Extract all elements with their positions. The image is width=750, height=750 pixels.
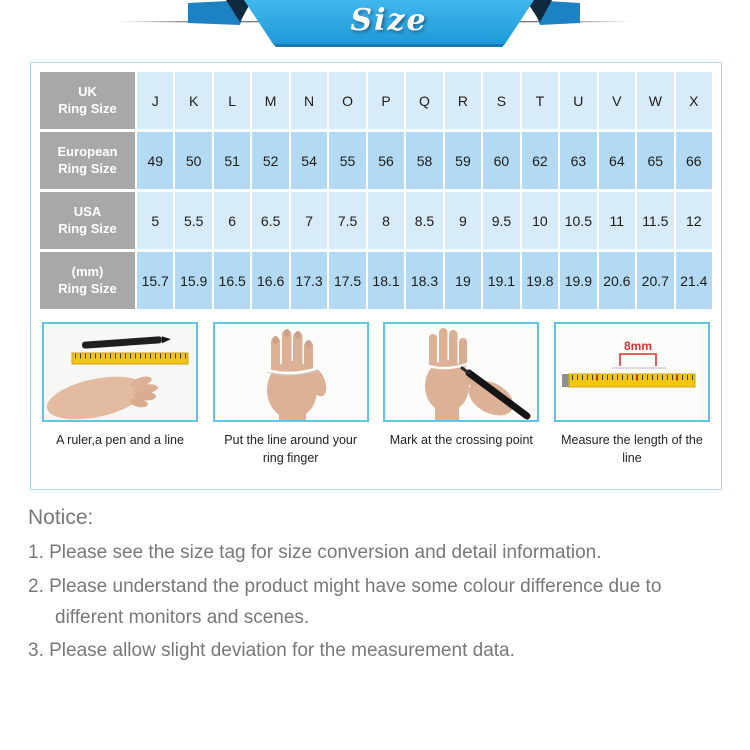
- table-cell: 60: [483, 132, 519, 189]
- table-cell: 9.5: [483, 192, 519, 249]
- table-cell: 18.1: [368, 252, 404, 309]
- banner-title: Size: [350, 3, 428, 38]
- table-header-cell: USA Ring Size: [40, 192, 135, 249]
- step-caption: Mark at the crossing point: [389, 433, 533, 447]
- size-chart-panel: [30, 62, 722, 490]
- table-cell: 8: [368, 192, 404, 249]
- hand-marking-illustration: [383, 322, 539, 422]
- table-cell: 58: [406, 132, 442, 189]
- table-cell: V: [599, 72, 635, 129]
- table-row: [40, 72, 712, 129]
- table-cell: 7: [291, 192, 327, 249]
- step-caption: A ruler,a pen and a line: [56, 433, 184, 447]
- table-cell: 66: [676, 132, 712, 189]
- step-2: [211, 322, 371, 467]
- table-cell: T: [522, 72, 558, 129]
- table-cell: 54: [291, 132, 327, 189]
- table-cell: R: [445, 72, 481, 129]
- table-cell: 64: [599, 132, 635, 189]
- table-cell: 59: [445, 132, 481, 189]
- table-cell: 17.5: [329, 252, 365, 309]
- table-cell: 10: [522, 192, 558, 249]
- table-cell: 62: [522, 132, 558, 189]
- table-header-cell: European Ring Size: [40, 132, 135, 189]
- table-cell: 51: [214, 132, 250, 189]
- table-cell: 12: [676, 192, 712, 249]
- table-cell: 6: [214, 192, 250, 249]
- table-cell: 49: [137, 132, 173, 189]
- ribbon-bottom-edge: [273, 44, 505, 47]
- table-cell: 15.7: [137, 252, 173, 309]
- table-cell: W: [637, 72, 673, 129]
- table-header-cell: UK Ring Size: [40, 72, 135, 129]
- ruler-icon: [72, 353, 188, 364]
- table-cell: S: [483, 72, 519, 129]
- banner: [0, 0, 750, 52]
- table-cell: 7.5: [329, 192, 365, 249]
- table-cell: 5.5: [175, 192, 211, 249]
- table-cell: 17.3: [291, 252, 327, 309]
- notice-item: 3. Please allow slight deviation for the measurement data.: [28, 640, 515, 662]
- table-cell: M: [252, 72, 288, 129]
- table-cell: 5: [137, 192, 173, 249]
- table-cell: 10.5: [560, 192, 596, 249]
- table-cell: 8.5: [406, 192, 442, 249]
- table-cell: 19.9: [560, 252, 596, 309]
- table-cell: L: [214, 72, 250, 129]
- table-cell: 16.6: [252, 252, 288, 309]
- hand-string-illustration: [213, 322, 369, 422]
- measuring-steps: [40, 322, 712, 467]
- notice-section: [28, 506, 730, 670]
- ruler-measure-illustration: [554, 322, 710, 422]
- table-cell: X: [676, 72, 712, 129]
- table-cell: 11.5: [637, 192, 673, 249]
- table-cell: 52: [252, 132, 288, 189]
- table-cell: U: [560, 72, 596, 129]
- table-cell: 65: [637, 132, 673, 189]
- table-cell: 55: [329, 132, 365, 189]
- table-row: [40, 192, 712, 249]
- table-cell: O: [329, 72, 365, 129]
- table-cell: K: [175, 72, 211, 129]
- table-cell: Q: [406, 72, 442, 129]
- step-caption: Put the line around your ring finger: [224, 433, 358, 466]
- notice-item: 1. Please see the size tag for size conversion and detail information.: [28, 542, 602, 563]
- table-cell: 18.3: [406, 252, 442, 309]
- table-cell: 9: [445, 192, 481, 249]
- table-row: [40, 132, 712, 189]
- step-3: [381, 322, 541, 467]
- table-cell: 50: [175, 132, 211, 189]
- hand-ruler-pen-illustration: [42, 322, 198, 422]
- step-1: [40, 322, 200, 467]
- table-cell: 63: [560, 132, 596, 189]
- step-caption: Measure the length of the line: [561, 433, 703, 466]
- table-cell: 20.6: [599, 252, 635, 309]
- measure-annotation: 8mm: [623, 339, 652, 353]
- table-cell: 6.5: [252, 192, 288, 249]
- table-cell: 19.8: [522, 252, 558, 309]
- ruler-icon: [562, 374, 695, 387]
- size-table: [40, 72, 712, 309]
- table-cell: 16.5: [214, 252, 250, 309]
- notice-item: 2. Please understand the product might have some colour difference due to different monitors and scenes.: [28, 575, 662, 628]
- table-cell: 19: [445, 252, 481, 309]
- table-cell: 11: [599, 192, 635, 249]
- table-cell: P: [368, 72, 404, 129]
- table-header-cell: (mm) Ring Size: [40, 252, 135, 309]
- table-cell: 21.4: [676, 252, 712, 309]
- table-cell: N: [291, 72, 327, 129]
- table-cell: 15.9: [175, 252, 211, 309]
- notice-title: Notice:: [28, 506, 94, 529]
- step-4: [552, 322, 712, 467]
- table-cell: 56: [368, 132, 404, 189]
- table-row: [40, 252, 712, 309]
- table-cell: J: [137, 72, 173, 129]
- table-cell: 20.7: [637, 252, 673, 309]
- table-cell: 19.1: [483, 252, 519, 309]
